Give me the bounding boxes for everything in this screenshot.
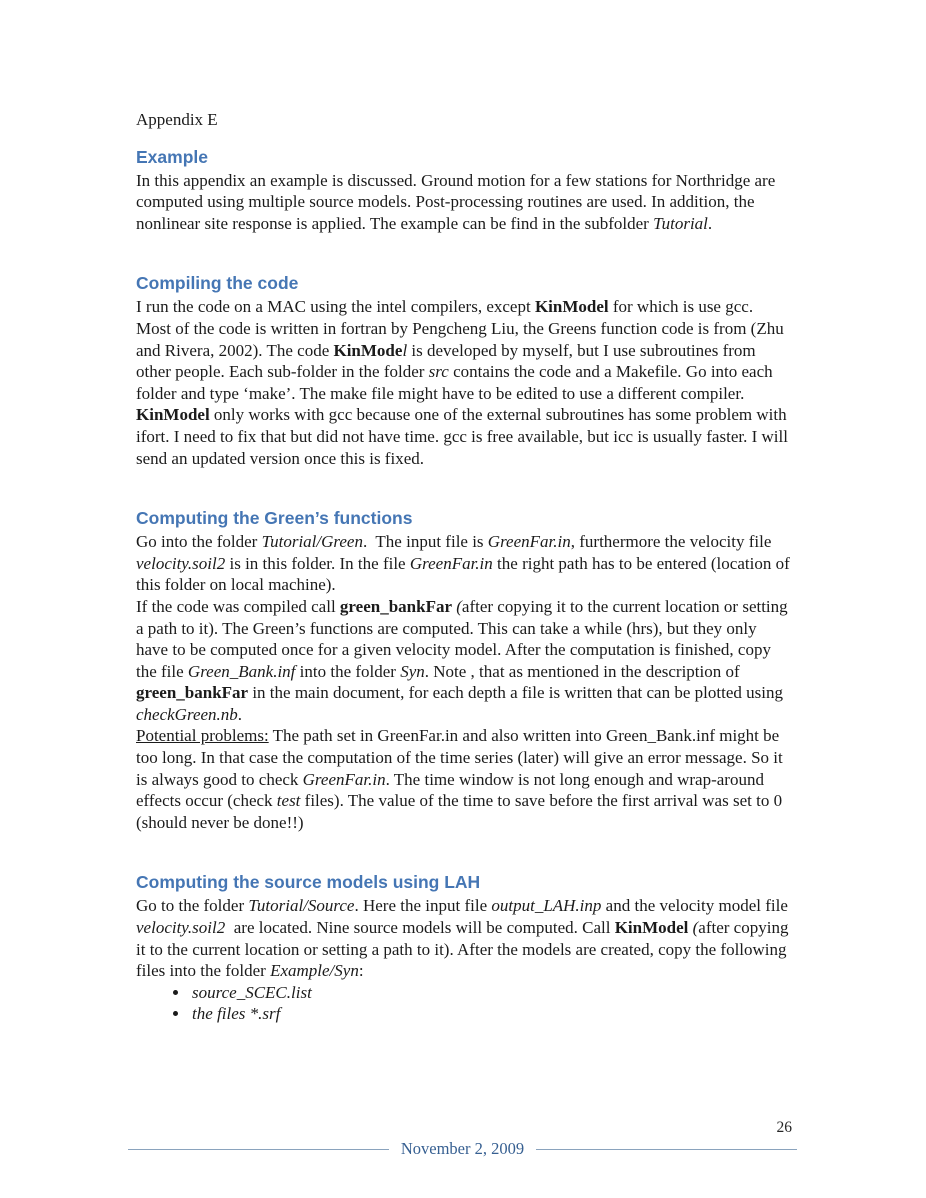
bullet-list	[136, 982, 792, 1025]
text-run: after copying it to the current location or setting a path to it). The Green’s functions are computed. This can take a while (hrs), but they only have to be computed once for a given velocity model. After the computation is finished, copy the file	[136, 596, 792, 681]
text-run: Tutorial/Green	[261, 532, 363, 552]
footer-rule-right	[536, 1149, 797, 1150]
text-run: in the main document, for each depth a file is written that can be plotted using	[248, 683, 788, 703]
footer	[128, 1138, 797, 1160]
section-heading: Compiling the code	[136, 273, 299, 294]
text-run: . The input file is	[362, 532, 488, 552]
text-run: the right path has to be entered (location of this folder on local machine).	[136, 553, 794, 595]
text-run: are located. Nine source models will be computed. Call	[225, 918, 615, 938]
list-item	[190, 1003, 792, 1025]
text-run: only works with gcc because one of the external subroutines has some problem with ifort. I need to fix that but did not have time. gcc is free available, but icc is usually faster. I will send an updated version once this is fixed.	[136, 405, 793, 468]
text-run: the files *.srf	[192, 1004, 281, 1024]
text-run: and the velocity model file	[601, 896, 793, 916]
text-run: l	[402, 340, 408, 360]
footer-date: November 2, 2009	[400, 1139, 525, 1158]
section-example	[136, 146, 792, 235]
text-run: . Here the input file	[354, 896, 492, 916]
text-run: GreenFar.in	[409, 553, 493, 573]
text-run: output_LAH.inp	[491, 896, 602, 916]
text-run: KinMode	[333, 340, 403, 360]
text-run: source_SCEC.list	[192, 982, 312, 1002]
text-run: velocity.soil2	[136, 553, 226, 573]
text-run: after copying it to the current location or setting a path to it). After the models are created, copy the following files into the folder	[136, 918, 793, 981]
text-run: KinModel	[614, 918, 689, 938]
paragraph	[136, 596, 792, 726]
text-run: I run the code on a MAC using the intel compilers, except	[136, 297, 535, 317]
text-run: Tutorial/Source	[248, 896, 355, 916]
paragraph	[136, 725, 792, 833]
text-run: (	[692, 918, 699, 938]
section-heading: Example	[136, 146, 208, 167]
text-run: for which is use gcc. Most of the code is written in fortran by Pengcheng Liu, the Greens function code is from (Zhu and Rivera, 2002). The code	[136, 297, 788, 360]
text-run: contains the code and a Makefile. Go into each folder and type ‘make’. The make file might have to be edited to use a different compiler.	[136, 362, 777, 403]
paragraph	[136, 895, 792, 981]
appendix-label: Appendix E	[136, 110, 218, 129]
footer-rule-left	[128, 1149, 389, 1150]
text-run: (	[456, 596, 462, 616]
text-run: The path set in GreenFar.in and also written into Green_Bank.inf might be too long. In that case the computation of the time series (later) will give an error message. So it is always good to check	[136, 726, 788, 789]
text-run: green_bankFar	[339, 596, 452, 616]
text-run: . Note , that as mentioned in the description of	[424, 661, 744, 681]
text-run: Syn	[400, 661, 425, 681]
text-run: If the code was compiled call	[136, 596, 340, 616]
text-run: Green_Bank.inf	[187, 661, 296, 681]
paragraph	[136, 296, 792, 469]
page-number: 26	[776, 1119, 792, 1136]
section-compiling-the-code	[136, 272, 792, 469]
text-run: KinModel	[534, 297, 609, 317]
section-heading: Computing the source models using LAH	[136, 872, 481, 893]
document-content	[136, 109, 792, 1025]
text-run: GreenFar.in	[302, 769, 386, 789]
text-run: into the folder	[295, 661, 401, 681]
text-run: , furthermore the velocity file	[570, 532, 776, 552]
text-run: . The time window is not long enough and wrap-around effects occur (check	[136, 769, 769, 811]
text-run: test	[276, 791, 301, 811]
section-computing-the-green-s-functions	[136, 507, 792, 833]
text-run: :	[358, 961, 364, 981]
text-run: GreenFar.in	[487, 532, 571, 552]
paragraph	[136, 170, 792, 235]
section-heading: Computing the Green’s functions	[136, 508, 413, 529]
text-run: files). The value of the time to save before the first arrival was set to 0 (should never be done!!)	[136, 791, 787, 832]
section-computing-the-source-models-using-lah	[136, 871, 792, 1025]
paragraph	[136, 531, 792, 596]
document-sections	[136, 146, 792, 1025]
text-run: Example/Syn	[270, 961, 359, 981]
text-run: src	[428, 362, 449, 382]
text-run: .	[237, 704, 243, 724]
text-run: velocity.soil2	[136, 918, 226, 938]
text-run: Go into the folder	[136, 532, 262, 552]
list-item	[190, 982, 792, 1004]
text-run: checkGreen.nb	[136, 704, 238, 724]
text-run: KinModel	[136, 405, 210, 425]
text-run: green_bankFar	[136, 683, 249, 703]
text-run: In this appendix an example is discussed. Ground motion for a few stations for Northridge are computed using multiple source models. Post-processing routines are used. In addition, the nonlinear site response is applied. The example can be find in the subfolder	[136, 170, 780, 233]
text-run: Go to the folder	[136, 896, 249, 916]
text-run: Potential problems:	[136, 726, 269, 746]
text-run: Tutorial	[653, 213, 708, 233]
text-run: is in this folder. In the file	[225, 553, 410, 573]
text-run: is developed by myself, but I use subroutines from other people. Each sub-folder in the folder	[136, 340, 760, 382]
text-run: .	[707, 213, 713, 233]
